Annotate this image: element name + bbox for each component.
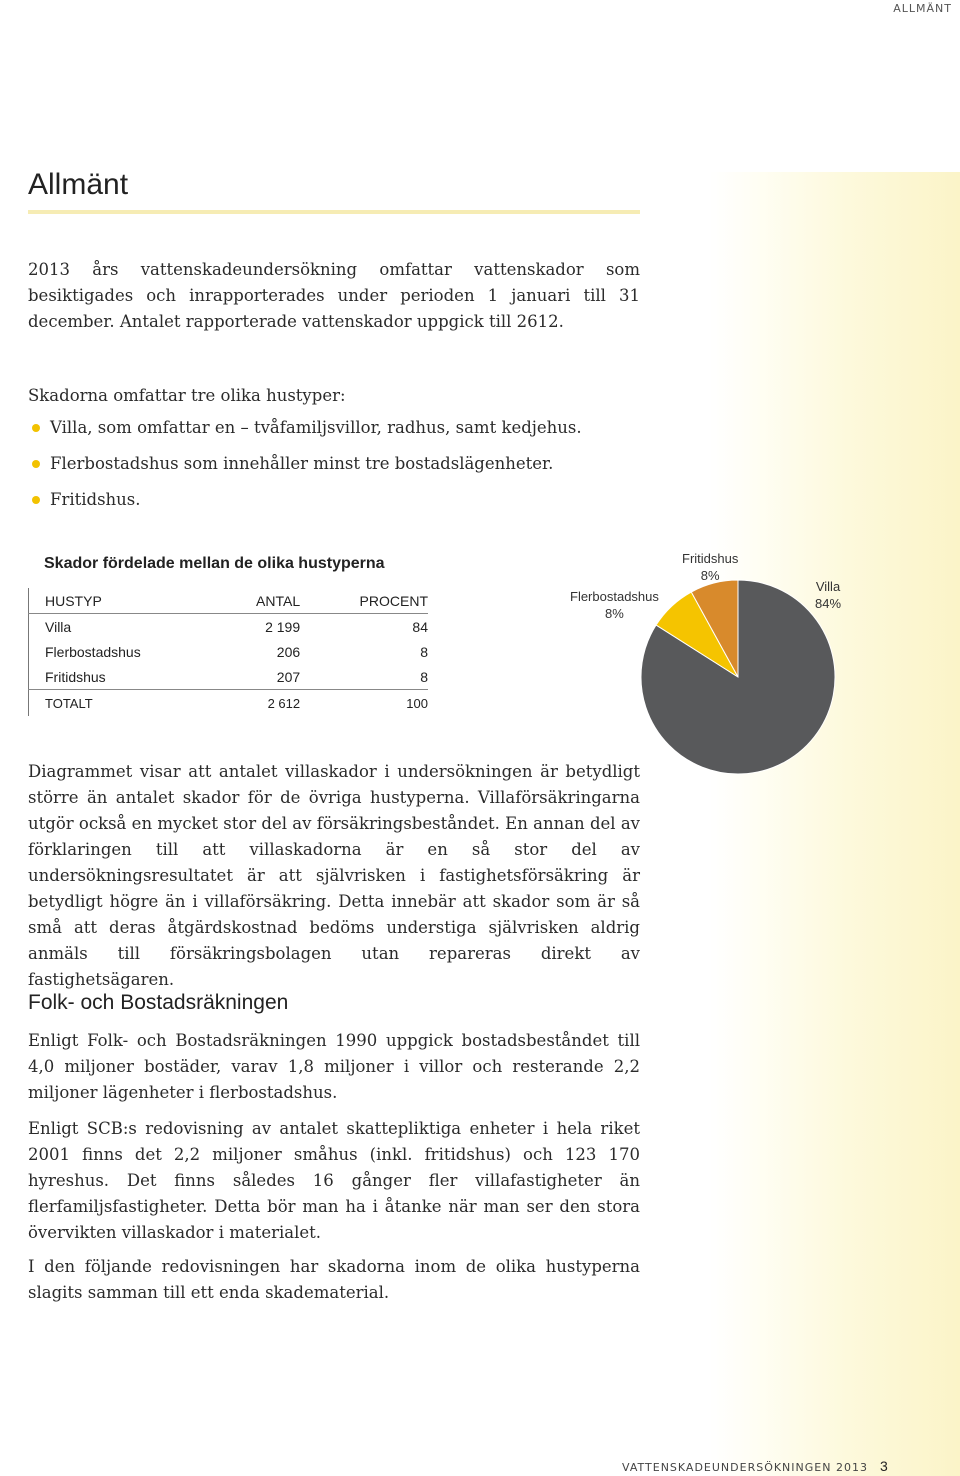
table-header-row <box>29 588 429 614</box>
table-row <box>29 614 429 640</box>
pie-label-villa: Villa 84% <box>815 579 842 611</box>
intro-paragraph: 2013 års vattenskadeundersökning omfattar vattenskador som besiktigades och inrapporterades under perioden 1 januari till 31 december. Antalet rapporterade vattenskador uppgick till 2612. <box>28 260 640 331</box>
pie-label-fritidshus: Fritidshus 8% <box>682 551 739 583</box>
section-paragraph-2: Enligt SCB:s redovisning av antalet skattepliktiga enheter i hela riket 2001 finns det 2,2 miljoner småhus (inkl. fritidshus) och 123 170 hyreshus. Det finns således 16 gånger fler villafastigheter än flerfamiljsfastigheter. Detta bör man ha i åtanke när man ser den stora övervikten villaskador i materialet. <box>28 1119 640 1242</box>
cell-total-label: TOTALT <box>29 690 198 717</box>
section-title: Folk- och Bostadsräkningen <box>28 991 289 1014</box>
column-header-type: HUSTYP <box>29 588 198 614</box>
cell-percent: 8 <box>300 664 428 690</box>
page-number: 3 <box>880 1458 888 1474</box>
cell-percent: 8 <box>420 643 428 660</box>
column-header-percent: PROCENT <box>300 588 428 614</box>
list-item: Fritidshus. <box>50 487 582 523</box>
diagram-description: Diagrammet visar att antalet villaskador i undersökningen är betydligt större än antalet skador för de övriga hustyperna. Villaförsäkringarna utgör också en mycket stor del av försäkringsbeståndet. En annan del av förklaringen till att villaskadorna är en så stor del av undersökningsresultatet är att självrisken i fastighetsförsäkring är betydligt högre än i villaförsäkring. Detta innebär att skador som är så små att deras åtgärdskostnad bedöms understiga självrisken aldrig anmäls till försäkringsbolagen utan repareras direkt av fastighetsägaren. <box>28 762 640 989</box>
column-header-count: ANTAL <box>197 588 300 614</box>
cell-total-count: 2 612 <box>267 695 301 711</box>
bullet-icon <box>32 460 40 468</box>
cell-count: 207 <box>197 664 300 690</box>
running-header: ALLMÄNT <box>893 2 952 15</box>
table-row <box>29 639 429 664</box>
table-total-row <box>29 690 429 717</box>
damage-table <box>28 588 428 716</box>
list-item: Flerbostadshus som innehåller minst tre bostadslägenheter. <box>50 451 582 487</box>
bullet-icon <box>32 496 40 504</box>
house-type-list <box>50 415 582 523</box>
pie-label-flerbostadshus: Flerbostadshus 8% <box>570 589 659 621</box>
bullet-icon <box>32 424 40 432</box>
title-underline <box>28 210 640 214</box>
section-paragraph-3: I den följande redovisningen har skadorna inom de olika hustyperna slagits samman till ett enda skadematerial. <box>28 1257 640 1302</box>
page-title: Allmänt <box>28 168 129 201</box>
section-paragraph-1: Enligt Folk- och Bostadsräkningen 1990 uppgick bostadsbeståndet till 4,0 miljoner bostäder, varav 1,8 miljoner i villor och resterande 2,2 miljoner lägenheter i flerbostadshus. <box>28 1031 640 1102</box>
cell-type: Fritidshus <box>29 664 198 690</box>
cell-type: Villa <box>29 614 198 640</box>
cell-type: Flerbostadshus <box>29 639 198 664</box>
list-item: Villa, som omfattar en – tvåfamiljsvillor, radhus, samt kedjehus. <box>50 415 582 451</box>
running-footer: VATTENSKADEUNDERSÖKNINGEN 2013 <box>622 1461 868 1474</box>
pie-chart <box>560 540 880 790</box>
cell-count: 2 199 <box>265 618 301 635</box>
table-row <box>29 664 429 690</box>
cell-percent: 84 <box>412 618 428 635</box>
types-intro: Skadorna omfattar tre olika hustyper: <box>28 386 346 405</box>
table-title: Skador fördelade mellan de olika hustyperna <box>44 555 385 572</box>
cell-count: 206 <box>276 643 301 660</box>
sidebar-band <box>710 172 960 1476</box>
cell-total-percent: 100 <box>406 695 428 711</box>
